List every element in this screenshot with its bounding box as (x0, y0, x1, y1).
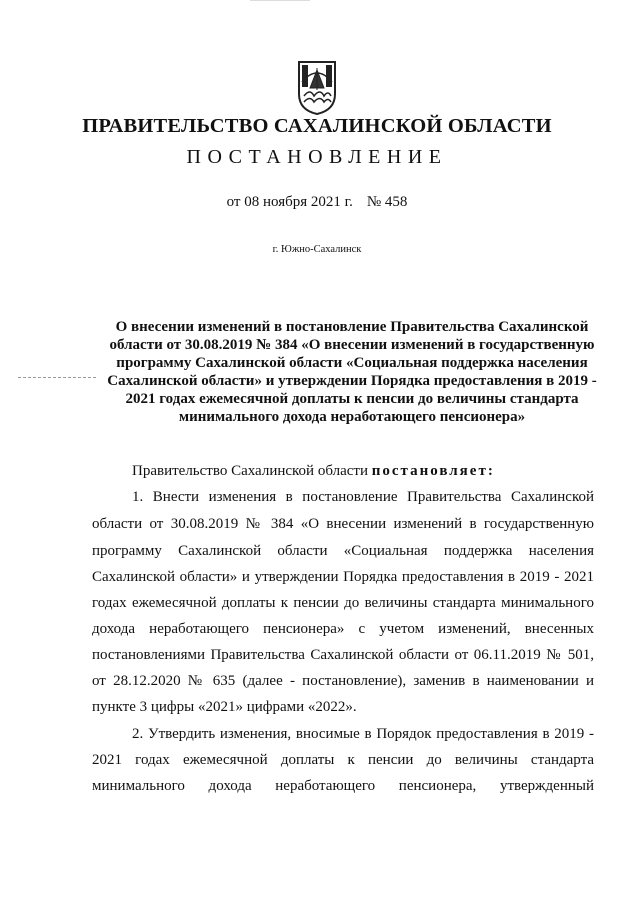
subject-line: 2021 годах ежемесячной доплаты к пенсии до величины стандарта (125, 391, 579, 407)
paragraph-1-line: 1. Внести изменения в постановление Правительства Сахалинской (132, 489, 594, 505)
document-type: ПОСТАНОВЛЕНИЕ (186, 146, 448, 168)
paragraph-1-line: пункте 3 цифры «2021» цифрами «2022». (92, 699, 357, 715)
scan-mark (250, 0, 310, 1)
paragraph-1-line: дохода неработающего пенсионера» с учетом изменений, внесенных (92, 621, 594, 637)
government-title: ПРАВИТЕЛЬСТВО САХАЛИНСКОЙ ОБЛАСТИ (82, 115, 552, 137)
date-number-line (0, 194, 634, 211)
coat-of-arms-icon (296, 58, 338, 116)
document-date: от 08 ноября 2021 г. (226, 194, 353, 210)
paragraph-2-line: 2. Утвердить изменения, вносимые в Порядок предоставления в 2019 - (132, 726, 594, 742)
preamble-emphasis: постановляет: (371, 463, 495, 479)
preamble-text: Правительство Сахалинской области (132, 463, 372, 479)
city-name: г. Южно-Сахалинск (272, 244, 362, 255)
subject-line: программу Сахалинской области «Социальная поддержка населения (116, 355, 588, 371)
paragraph-1-line: годах ежемесячной доплаты к пенсии до величины стандарта минимального (92, 595, 594, 611)
paragraph-1-line: постановлениями Правительства Сахалинской области от 06.11.2019 № 501, (92, 647, 594, 663)
preamble (132, 463, 602, 480)
document-subject (92, 318, 612, 426)
paragraph-1-line: Сахалинской области» и утверждении Порядка предоставления в 2019 - 2021 (92, 569, 594, 585)
subject-line: О внесении изменений в постановление Правительства Сахалинской (115, 319, 589, 335)
subject-line: минимального дохода неработающего пенсионера» (178, 409, 526, 425)
paragraph-1-line: программу Сахалинской области «Социальная поддержка населения (92, 543, 594, 559)
document-number: № 458 (366, 194, 408, 210)
paragraph-2-line: минимального дохода неработающего пенсионера, утвержденный (92, 778, 594, 794)
paragraph-1-line: от 28.12.2020 № 635 (далее - постановление), заменив в наименовании и (92, 673, 594, 689)
subject-line: области от 30.08.2019 № 384 «О внесении изменений в государственную (109, 337, 595, 353)
subject-line: Сахалинской области» и утверждении Порядка предоставления в 2019 - (107, 373, 597, 389)
paragraph-2-line: 2021 годах ежемесячной доплаты к пенсии до величины стандарта (92, 752, 594, 768)
paragraph-1-line: области от 30.08.2019 № 384 «О внесении изменений в государственную (92, 516, 594, 532)
margin-dash (18, 377, 96, 378)
